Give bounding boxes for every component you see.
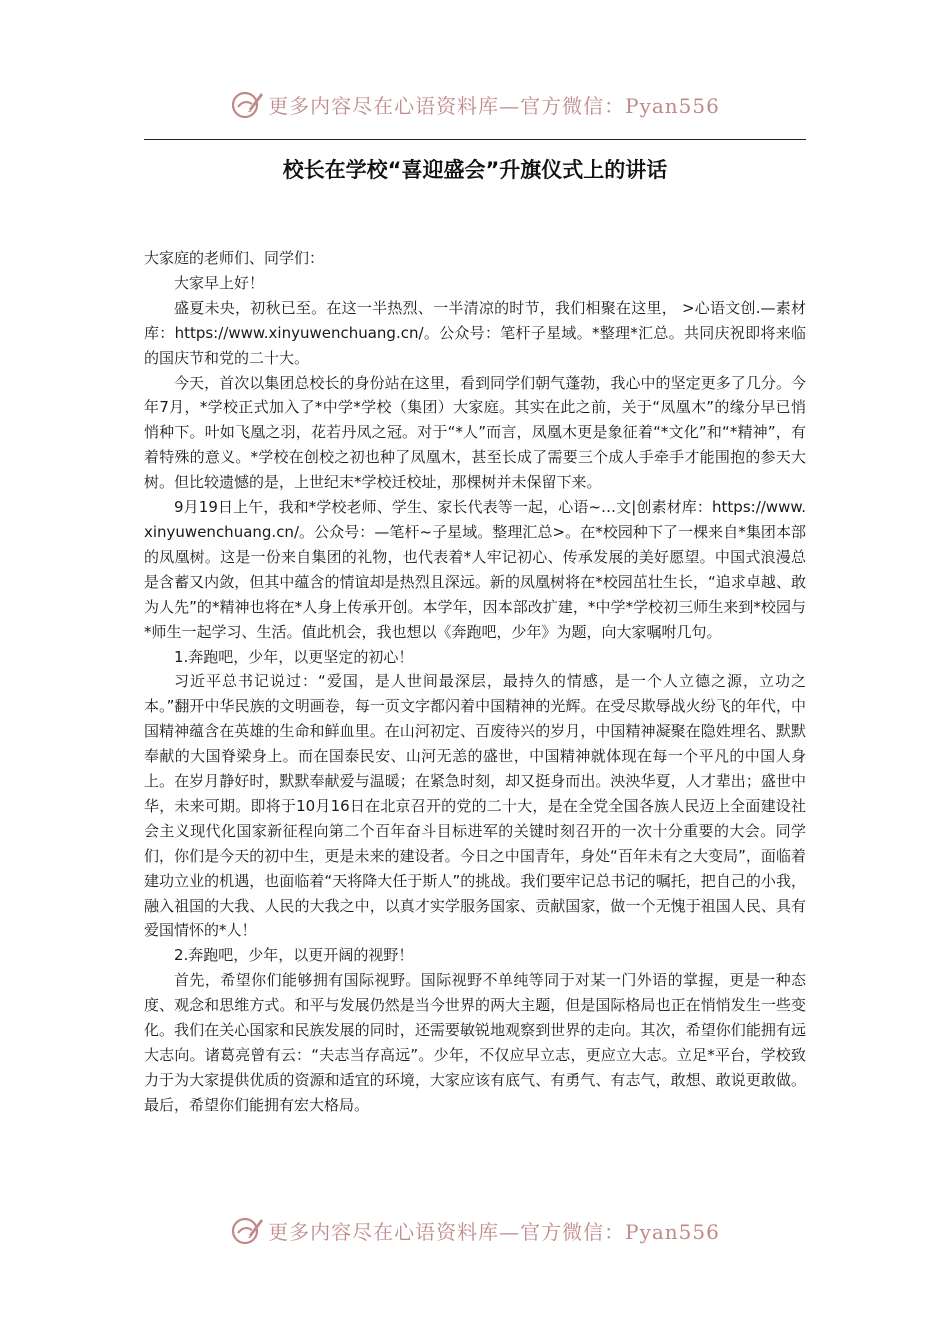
document-title: 校长在学校“喜迎盛会”升旗仪式上的讲话 <box>282 158 668 182</box>
pen-logo-icon <box>230 87 264 121</box>
paragraph: 习近平总书记说过：“爱国，是人世间最深层，最持久的情感，是一个人立德之源，立功之本。”翻开中华民族的文明画卷，每一页文字都闪着中国精神的光辉。在受尽欺辱战火纷飞的年代，中国精神蕴含在英雄的生命和鲜血里。在山河初定、百废待兴的岁月，中国精神凝聚在隐姓埋名、默默奉献的大国脊梁身上。而在国泰民安、山河无恙的盛世，中国精神就体现在每一个平凡的中国人身上。在岁月静好时，默默奉献爱与温暖；在紧急时刻，却又挺身而出。泱泱华夏，人才辈出；盛世中华，未来可期。即将于10月16日在北京召开的党的二十大，是在全党全国各族人民迈上全面建设社会主义现代化国家新征程向第二个百年奋斗目标进军的关键时刻召开的一次十分重要的大会。同学们，你们是今天的初中生，更是未来的建设者。今日之中国青年，身处“百年未有之大变局”，面临着建功立业的机遇，也面临着“天将降大任于斯人”的挑战。我们要牢记总书记的嘱托，把自己的小我，融入祖国的大我、人民的大我之中，以真才实学服务国家、贡献国家，做一个无愧于祖国人民、具有爱国情怀的*人！ <box>144 672 806 940</box>
paragraph: 盛夏未央，初秋已至。在这一半热烈、一半清凉的时节，我们相聚在这里， >心语文创.—素材库：https://www.xinyuwenchuang.cn/。公众号：笔杆子星域。*整理*汇总。共同庆祝即将来临的国庆节和党的二十大。 <box>144 298 806 367</box>
salutation: 大家庭的老师们、同学们： <box>144 249 325 267</box>
pen-logo-icon <box>230 1213 264 1247</box>
document-body <box>144 246 806 1118</box>
greeting: 大家早上好！ <box>174 273 265 292</box>
header-banner <box>0 82 950 126</box>
paragraph: 9月19日上午，我和*学校老师、学生、家长代表等一起，心语~…文|创素材库：https://www.xinyuwenchuang.cn/。公众号：—笔杆~子星域。整理汇总>。在*校园种下了一棵来自*集团本部的凤凰树。这是一份来自集团的礼物，也代表着*人牢记初心、传承发展的美好愿望。中国式浪漫总是含蓄又内敛，但其中蕴含的情谊却是热烈且深远。新的凤凰树将在*校园茁壮生长，“追求卓越、敢为人先”的*精神也将在*人身上传承开创。本学年，因本部改扩建，*中学*学校初三师生来到*校园与*师生一起学习、生活。值此机会，我也想以《奔跑吧，少年》为题，向大家嘱咐几句。 <box>144 498 806 641</box>
section-heading: 1.奔跑吧，少年，以更坚定的初心！ <box>174 647 414 666</box>
paragraph: 首先，希望你们能够拥有国际视野。国际视野不单纯等同于对某一门外语的掌握，更是一种态度、观念和思维方式。和平与发展仍然是当今世界的两大主题，但是国际格局也正在悄悄发生一些变化。我们在关心国家和民族发展的同时，还需要敏锐地观察到世界的走向。其次，希望你们能拥有远大志向。诸葛亮曾有云：“夫志当存高远”。少年，不仅应早立志，更应立大志。立足*平台，学校致力于为大家提供优质的资源和适宜的环境，大家应该有底气、有勇气、有志气，敢想、敢说更敢做。最后，希望你们能拥有宏大格局。 <box>144 971 806 1114</box>
header-banner-text: 更多内容尽在心语资料库—官方微信：Pyan556 <box>268 93 720 118</box>
footer-banner <box>0 1208 950 1252</box>
section-heading: 2.奔跑吧，少年，以更开阔的视野！ <box>174 946 414 965</box>
footer-banner-text: 更多内容尽在心语资料库—官方微信：Pyan556 <box>268 1219 720 1244</box>
paragraph: 今天，首次以集团总校长的身份站在这里，看到同学们朝气蓬勃，我心中的坚定更多了几分。今年7月，*学校正式加入了*中学*学校（集团）大家庭。其实在此之前，关于“凤凰木”的缘分早已悄悄种下。叶如飞凰之羽，花若丹凤之冠。对于“*人”而言，凤凰木更是象征着“*文化”和“*精神”，有着特殊的意义。*学校在创校之初也种了凤凰木，甚至长成了需要三个成人手牵手才能围抱的参天大树。但比较遗憾的是，上世纪末*学校迁校址，那棵树并未保留下来。 <box>144 373 806 492</box>
header-divider <box>144 139 806 140</box>
